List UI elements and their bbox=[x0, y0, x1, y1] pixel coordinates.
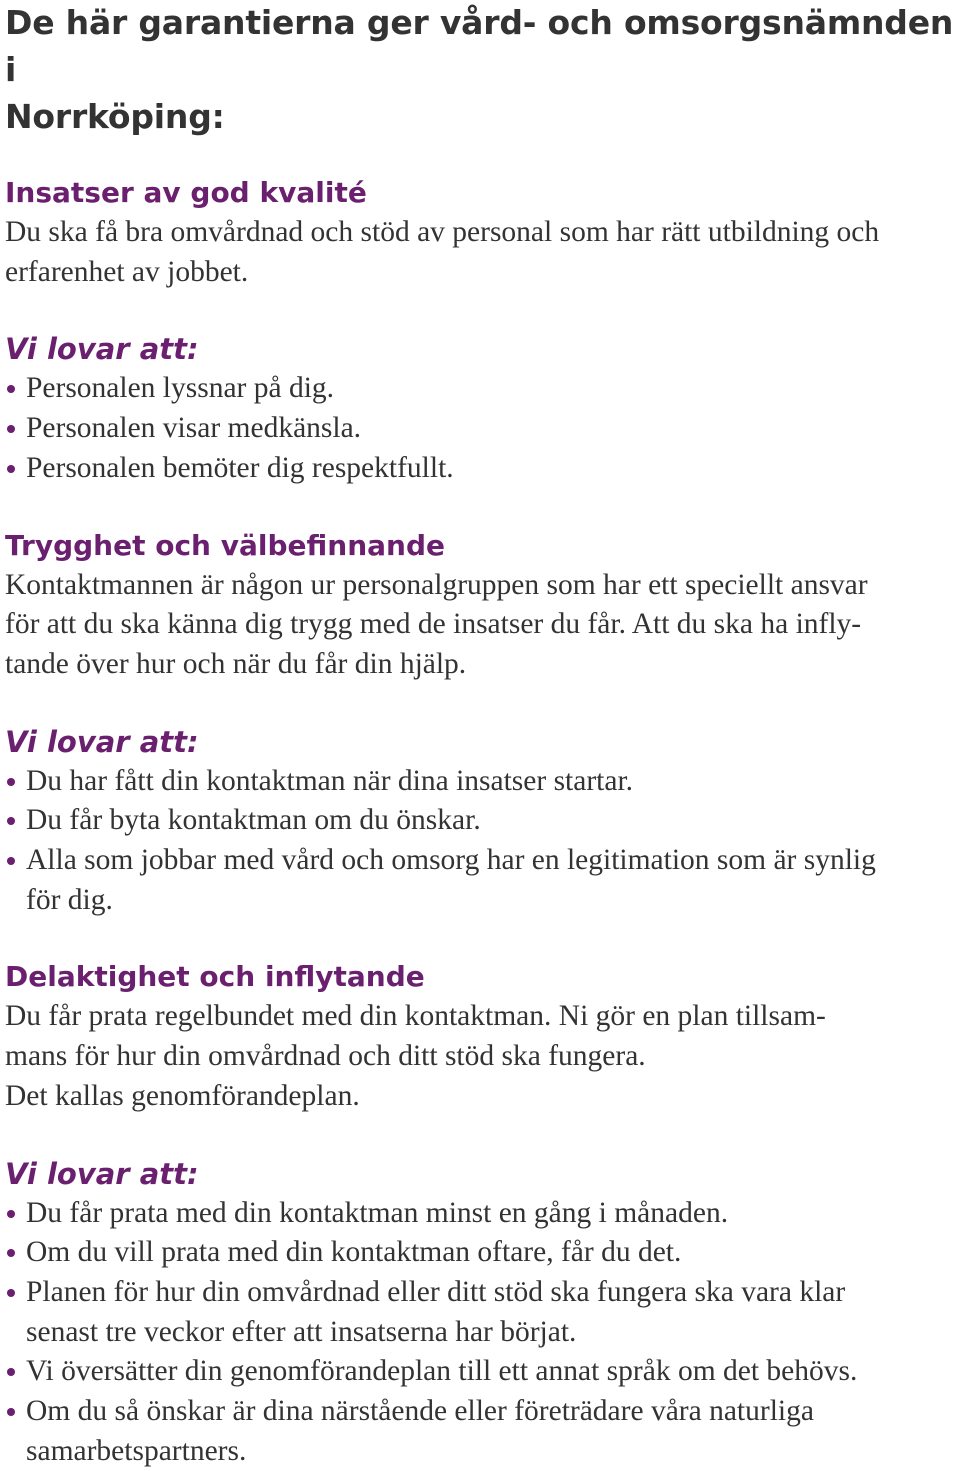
list-item: Alla som jobbar med vård och omsorg har en legitimation som är synlig för dig. bbox=[5, 841, 960, 920]
section-body bbox=[5, 566, 960, 685]
promise-heading: Vi lovar att: bbox=[5, 1156, 199, 1191]
list-item: Du har fått din kontaktman när dina insatser startar. bbox=[5, 762, 960, 802]
body-line: mans för hur din omvårdnad och ditt stöd ska fungera. bbox=[5, 1040, 646, 1073]
promise-list bbox=[5, 369, 960, 488]
promise-heading: Vi lovar att: bbox=[5, 724, 199, 759]
page-title bbox=[5, 0, 960, 140]
body-line: för att du ska känna dig trygg med de insatser du får. Att du ska ha infly- bbox=[5, 608, 862, 641]
body-line: erfarenhet av jobbet. bbox=[5, 255, 249, 288]
section-heading: Insatser av god kvalité bbox=[5, 176, 367, 209]
section-body bbox=[5, 213, 960, 292]
list-item: Om du vill prata med din kontaktman oftare, får du det. bbox=[5, 1233, 960, 1273]
body-line: Kontaktmannen är någon ur personalgruppen som har ett speciellt ansvar bbox=[5, 568, 868, 601]
promise-list bbox=[5, 1194, 960, 1471]
list-item: Planen för hur din omvårdnad eller ditt stöd ska fungera ska vara klar senast tre veckor efter att insatserna har börjat. bbox=[5, 1273, 960, 1352]
body-line: Du får prata regelbundet med din kontaktman. Ni gör en plan tillsam- bbox=[5, 1000, 826, 1033]
promise-list bbox=[5, 762, 960, 921]
list-item: Personalen bemöter dig respektfullt. bbox=[5, 449, 960, 489]
list-item: Vi översätter din genomförandeplan till ett annat språk om det behövs. bbox=[5, 1352, 960, 1392]
body-line: tande över hur och när du får din hjälp. bbox=[5, 647, 467, 680]
section-safety bbox=[5, 526, 960, 921]
section-heading: Trygghet och välbefinnande bbox=[5, 528, 446, 562]
section-participation bbox=[5, 957, 960, 1471]
body-line: Det kallas genomförandeplan. bbox=[5, 1079, 360, 1112]
list-item: Du får prata med din kontaktman minst en gång i månaden. bbox=[5, 1194, 960, 1234]
list-item: Om du så önskar är dina närstående eller företrädare våra naturliga samarbetspartners. bbox=[5, 1392, 960, 1471]
section-quality bbox=[5, 173, 960, 489]
promise-heading: Vi lovar att: bbox=[5, 332, 199, 367]
section-heading: Delaktighet och inflytande bbox=[5, 960, 425, 994]
title-line-2: Norrköping: bbox=[5, 97, 225, 136]
list-item: Personalen lyssnar på dig. bbox=[5, 369, 960, 409]
list-item: Du får byta kontaktman om du önskar. bbox=[5, 801, 960, 841]
title-line-1: De här garantierna ger vård- och omsorgsnämnden i bbox=[5, 3, 954, 89]
list-item: Personalen visar medkänsla. bbox=[5, 409, 960, 449]
body-line: Du ska få bra omvårdnad och stöd av personal som har rätt utbildning och bbox=[5, 216, 880, 248]
document-page bbox=[5, 0, 960, 1471]
section-body bbox=[5, 997, 960, 1116]
